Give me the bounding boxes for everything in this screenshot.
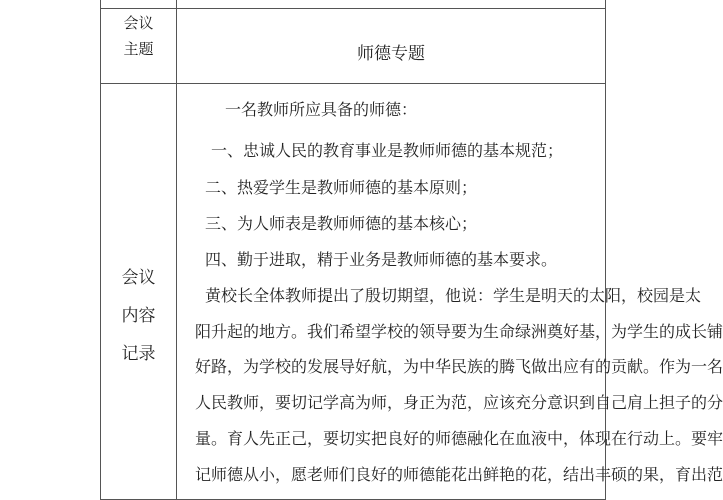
record-line-3: 三、为人师表是教师师德的基本核心； [205, 214, 478, 233]
record-line-4: 四、勤于进取，精于业务是教师师德的基本要求。 [205, 250, 558, 269]
record-paragraph-line-3: 好路，为学校的发展导好航，为中华民族的腾飞做出应有的贡献。作为一名 [195, 357, 723, 376]
record-line-2: 二、热爱学生是教师师德的基本原则； [205, 178, 478, 197]
meeting-record-table [100, 0, 723, 500]
record-label-line2: 内容 [121, 306, 156, 326]
topic-label-line1: 会议 [123, 14, 154, 32]
record-paragraph-line-4: 人民教师，要切记学高为师，身正为范，应该充分意识到自己肩上担子的分 [195, 393, 723, 412]
record-label-line3: 记录 [121, 344, 156, 364]
topic-label-line2: 主题 [123, 40, 154, 58]
record-paragraph-line-5: 量。育人先正己，要切实把良好的师德融化在血液中，体现在行动上。要牢 [195, 429, 723, 448]
meeting-topic: 师德专题 [357, 44, 425, 64]
record-paragraph-line-6: 记师德从小，愿老师们良好的师德能花出鲜艳的花，结出丰硕的果，育出范 [195, 465, 723, 484]
record-paragraph-line-2: 阳升起的地方。我们希望学校的领导要为生命绿洲奠好基，为学生的成长铺 [195, 322, 723, 341]
record-paragraph-line-1: 黄校长全体教师提出了殷切期望，他说：学生是明天的太阳，校园是太 [205, 286, 702, 305]
column-divider [176, 0, 177, 499]
record-label-line1: 会议 [121, 268, 156, 288]
record-line-1: 一、忠诚人民的教育事业是教师师德的基本规范； [211, 141, 564, 160]
record-line-intro: 一名教师所应具备的师德： [225, 100, 418, 119]
